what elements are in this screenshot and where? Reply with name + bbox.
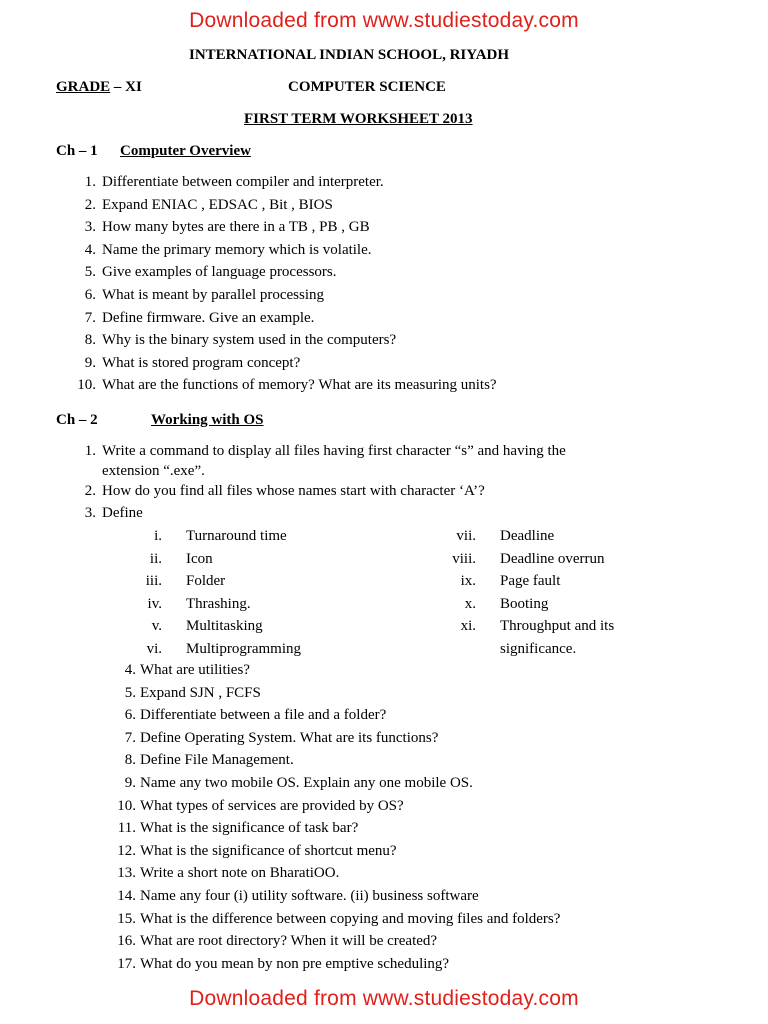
ch2-question-4-number: 4.: [124, 662, 136, 678]
ch1-question-6-number: 6.: [84, 287, 96, 303]
ch2-question-8-text: Define File Management.: [140, 752, 294, 769]
ch2-question-7-text: Define Operating System. What are its functions?: [140, 729, 439, 746]
ch2-question-7-number: 7.: [124, 729, 136, 746]
ch1-question-1-number: 1.: [84, 174, 96, 190]
ch1-question-4-number: 4.: [84, 241, 96, 258]
define-term-xi-continued: significance.: [500, 641, 577, 657]
ch1-question-9-text: What is stored program concept?: [102, 354, 301, 371]
grade-line: [56, 78, 142, 96]
ch1-question-8-text: Why is the binary system used in the computers?: [102, 332, 397, 349]
ch1-title: Computer Overview: [120, 143, 251, 159]
worksheet-title: FIRST TERM WORKSHEET 2013: [244, 111, 473, 127]
ch2-question-4-text: What are utilities?: [140, 662, 250, 678]
ch2-question-9-text: Name any two mobile OS. Explain any one mobile OS.: [140, 775, 473, 791]
ch2-question-14-text: Name any four (i) utility software. (ii) business software: [140, 888, 479, 904]
ch2-q2-text: How do you find all files whose names start with character ‘A’?: [102, 483, 485, 499]
define-term-left-5-number: v.: [151, 618, 162, 635]
define-term-left-2-number: ii.: [149, 550, 162, 567]
grade-value: – XI: [110, 79, 142, 95]
ch1-question-8-number: 8.: [84, 332, 96, 349]
ch1-question-10-number: 10.: [77, 377, 96, 394]
ch1-question-5-text: Give examples of language processors.: [102, 264, 337, 281]
define-term-right-5-number: xi.: [460, 618, 476, 635]
define-term-left-4-number: iv.: [147, 595, 162, 612]
ch2-question-9-number: 9.: [124, 775, 136, 791]
ch1-question-7-text: Define firmware. Give an example.: [102, 309, 315, 326]
ch2-question-15-text: What is the difference between copying and moving files and folders?: [140, 910, 561, 927]
subject-title: COMPUTER SCIENCE: [288, 79, 446, 95]
ch2-q1-text-b: extension “.exe”.: [102, 463, 205, 479]
define-term-right-4-number: x.: [464, 595, 476, 612]
ch1-heading: [56, 142, 98, 160]
ch2-question-6-number: 6.: [124, 707, 136, 724]
ch2-q1-text-a: Write a command to display all files having first character “s” and having the: [102, 443, 566, 459]
ch2-question-12-number: 12.: [117, 842, 136, 859]
ch2-question-5-text: Expand SJN , FCFS: [140, 684, 261, 701]
ch1-question-4-text: Name the primary memory which is volatile.: [102, 241, 372, 258]
define-term-right-1-text: Deadline: [500, 528, 555, 544]
define-term-left-1-number: i.: [154, 528, 162, 544]
download-banner-top: Downloaded from www.studiestoday.com: [189, 9, 579, 32]
ch2-question-13-text: Write a short note on BharatiOO.: [140, 865, 340, 882]
ch1-label: Ch – 1: [56, 143, 98, 159]
ch2-question-13-number: 13.: [117, 865, 136, 882]
define-term-right-5-text: Throughput and its: [500, 618, 615, 635]
ch1-question-10-text: What are the functions of memory? What are its measuring units?: [102, 377, 497, 394]
ch2-question-17-text: What do you mean by non pre emptive scheduling?: [140, 955, 450, 972]
define-term-right-2-number: viii.: [452, 550, 476, 567]
ch2-q1-number: 1.: [84, 443, 96, 459]
ch1-question-7-number: 7.: [84, 309, 96, 326]
ch2-question-10-number: 10.: [117, 797, 136, 814]
ch2-question-10-text: What types of services are provided by OS?: [140, 797, 404, 814]
define-term-left-4-text: Thrashing.: [186, 595, 251, 612]
define-term-left-3-text: Folder: [186, 573, 226, 590]
ch1-question-3-number: 3.: [84, 219, 96, 236]
define-term-left-5-text: Multitasking: [186, 618, 263, 635]
define-term-right-3-text: Page fault: [500, 573, 561, 590]
define-term-right-1-number: vii.: [456, 528, 476, 544]
ch2-question-5-number: 5.: [124, 684, 136, 701]
ch2-question-16-number: 16.: [117, 933, 136, 950]
define-term-left-3-number: iii.: [145, 573, 162, 590]
ch1-question-3-text: How many bytes are there in a TB , PB , GB: [102, 219, 370, 236]
ch2-question-16-text: What are root directory? When it will be created?: [140, 933, 438, 950]
ch1-question-2-text: Expand ENIAC , EDSAC , Bit , BIOS: [102, 196, 333, 213]
ch1-question-2-number: 2.: [84, 196, 96, 213]
define-term-right-4-text: Booting: [500, 595, 549, 612]
ch2-question-8-number: 8.: [124, 752, 136, 769]
ch2-q3-number: 3.: [84, 505, 96, 521]
ch2-question-11-text: What is the significance of task bar?: [140, 820, 359, 837]
define-term-right-2-text: Deadline overrun: [500, 550, 605, 567]
ch1-question-6-text: What is meant by parallel processing: [102, 287, 325, 303]
ch1-question-9-number: 9.: [84, 354, 96, 371]
define-term-left-1-text: Turnaround time: [186, 528, 287, 544]
ch2-question-6-text: Differentiate between a file and a folder?: [140, 707, 387, 724]
download-banner-bottom: Downloaded from www.studiestoday.com: [189, 987, 579, 1010]
ch2-question-14-number: 14.: [117, 888, 136, 904]
define-term-right-3-number: ix.: [460, 573, 476, 590]
ch2-title: Working with OS: [151, 412, 264, 428]
grade-label: GRADE: [56, 79, 111, 95]
ch2-question-11-number: 11.: [117, 820, 136, 837]
define-term-left-2-text: Icon: [186, 550, 213, 567]
ch2-q3-text: Define: [102, 505, 143, 521]
ch2-q2-number: 2.: [84, 483, 96, 499]
define-term-left-6-text: Multiprogramming: [186, 641, 301, 657]
ch2-label: Ch – 2: [56, 412, 98, 428]
ch1-question-1-text: Differentiate between compiler and interpreter.: [102, 174, 384, 190]
ch2-question-17-number: 17.: [117, 955, 136, 972]
school-name: INTERNATIONAL INDIAN SCHOOL, RIYADH: [189, 47, 510, 63]
ch2-question-12-text: What is the significance of shortcut menu?: [140, 842, 397, 859]
ch1-question-5-number: 5.: [84, 264, 96, 281]
define-term-left-6-number: vi.: [146, 641, 162, 657]
ch2-question-15-number: 15.: [117, 910, 136, 927]
